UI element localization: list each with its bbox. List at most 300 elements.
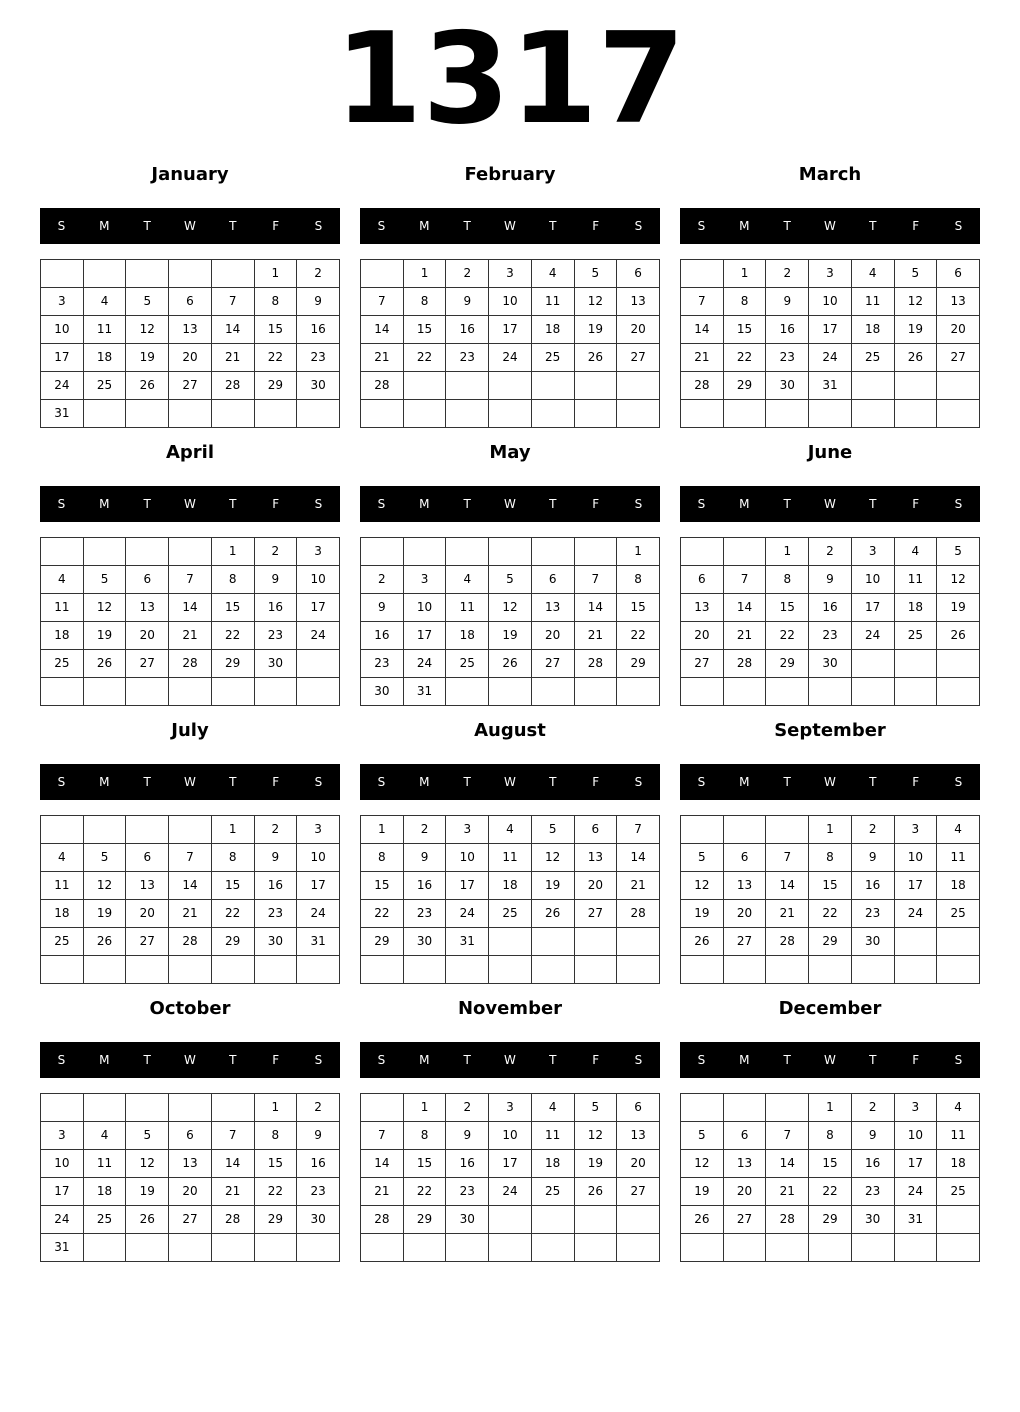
week-row: [361, 1122, 660, 1150]
day-cell: 28: [361, 1206, 404, 1234]
day-cell: 23: [851, 900, 894, 928]
day-cell: 13: [723, 1150, 766, 1178]
day-cell: 15: [723, 316, 766, 344]
day-cell: 19: [489, 622, 532, 650]
day-cell: 21: [617, 872, 660, 900]
day-cell: 28: [169, 650, 212, 678]
empty-cell: [851, 1234, 894, 1262]
weekday-label: T: [463, 775, 471, 789]
day-cell: 10: [894, 1122, 937, 1150]
day-cell: 22: [809, 900, 852, 928]
day-cell: 4: [83, 1122, 126, 1150]
empty-cell: [723, 538, 766, 566]
day-cell: 19: [681, 1178, 724, 1206]
day-cell: 12: [126, 316, 169, 344]
weekday-header: [40, 1042, 340, 1078]
empty-cell: [211, 1234, 254, 1262]
week-row: [361, 816, 660, 844]
day-cell: 20: [617, 1150, 660, 1178]
day-cell: 24: [41, 372, 84, 400]
day-grid: [360, 815, 660, 984]
day-cell: 2: [446, 1094, 489, 1122]
empty-cell: [574, 956, 617, 984]
day-cell: 23: [254, 622, 297, 650]
week-row: [361, 344, 660, 372]
day-cell: 8: [403, 1122, 446, 1150]
empty-cell: [681, 538, 724, 566]
empty-cell: [169, 260, 212, 288]
weekday-label: M: [739, 775, 750, 789]
day-cell: 24: [809, 344, 852, 372]
weekday-label: T: [463, 219, 471, 233]
day-cell: 29: [809, 1206, 852, 1234]
day-cell: 20: [681, 622, 724, 650]
day-cell: 12: [681, 872, 724, 900]
day-cell: 20: [169, 344, 212, 372]
day-cell: 4: [531, 260, 574, 288]
day-cell: 18: [531, 1150, 574, 1178]
day-cell: 20: [126, 900, 169, 928]
empty-cell: [41, 538, 84, 566]
weekday-label: W: [824, 497, 836, 511]
day-cell: 5: [574, 260, 617, 288]
day-cell: 24: [489, 1178, 532, 1206]
day-cell: 19: [937, 594, 980, 622]
empty-cell: [489, 956, 532, 984]
day-cell: 30: [446, 1206, 489, 1234]
week-row: [681, 956, 980, 984]
day-cell: 4: [937, 1094, 980, 1122]
day-cell: 8: [723, 288, 766, 316]
weekday-header: [360, 486, 660, 522]
week-row: [41, 956, 340, 984]
week-row: [361, 260, 660, 288]
day-cell: 5: [894, 260, 937, 288]
day-cell: 26: [681, 928, 724, 956]
empty-cell: [766, 400, 809, 428]
day-cell: 31: [894, 1206, 937, 1234]
day-cell: 21: [361, 1178, 404, 1206]
day-cell: 25: [531, 344, 574, 372]
day-grid: [360, 537, 660, 706]
day-cell: 25: [894, 622, 937, 650]
weekday-label: F: [912, 219, 920, 233]
weekday-label: T: [143, 1053, 151, 1067]
week-row: [41, 1206, 340, 1234]
empty-cell: [254, 1234, 297, 1262]
day-cell: 23: [254, 900, 297, 928]
day-cell: 13: [531, 594, 574, 622]
day-cell: 22: [361, 900, 404, 928]
day-cell: 11: [531, 1122, 574, 1150]
day-cell: 22: [403, 1178, 446, 1206]
day-cell: 21: [766, 1178, 809, 1206]
week-row: [681, 900, 980, 928]
day-cell: 6: [574, 816, 617, 844]
week-row: [681, 1150, 980, 1178]
day-cell: 2: [766, 260, 809, 288]
weekday-label: T: [869, 1053, 877, 1067]
week-row: [361, 288, 660, 316]
weekday-label: F: [912, 775, 920, 789]
day-cell: 14: [361, 316, 404, 344]
day-cell: 28: [169, 928, 212, 956]
day-cell: 21: [361, 344, 404, 372]
empty-cell: [403, 1234, 446, 1262]
weekday-label: T: [549, 497, 557, 511]
empty-cell: [894, 928, 937, 956]
weekday-label: W: [184, 219, 196, 233]
weekday-label: S: [57, 1053, 66, 1067]
weekday-label: W: [504, 1053, 516, 1067]
empty-cell: [574, 928, 617, 956]
empty-cell: [809, 678, 852, 706]
week-row: [681, 316, 980, 344]
weekday-label: M: [99, 497, 110, 511]
weekday-header: [360, 764, 660, 800]
day-cell: 15: [809, 872, 852, 900]
empty-cell: [211, 400, 254, 428]
day-cell: 16: [851, 872, 894, 900]
empty-cell: [254, 956, 297, 984]
month-name: February: [464, 164, 556, 185]
day-cell: 13: [937, 288, 980, 316]
week-row: [681, 344, 980, 372]
day-cell: 20: [723, 900, 766, 928]
week-row: [361, 622, 660, 650]
empty-cell: [126, 678, 169, 706]
day-grid: [40, 259, 340, 428]
day-cell: 19: [531, 872, 574, 900]
day-cell: 10: [851, 566, 894, 594]
empty-cell: [489, 538, 532, 566]
weekday-label: M: [419, 497, 430, 511]
day-cell: 24: [851, 622, 894, 650]
day-cell: 3: [489, 260, 532, 288]
day-cell: 21: [723, 622, 766, 650]
day-cell: 9: [297, 1122, 340, 1150]
day-cell: 26: [83, 650, 126, 678]
day-cell: 14: [169, 594, 212, 622]
empty-cell: [126, 1094, 169, 1122]
day-cell: 18: [851, 316, 894, 344]
week-row: [681, 288, 980, 316]
weekday-label: T: [869, 775, 877, 789]
day-cell: 22: [617, 622, 660, 650]
day-cell: 15: [809, 1150, 852, 1178]
day-cell: 19: [574, 316, 617, 344]
day-grid: [40, 815, 340, 984]
day-cell: 23: [403, 900, 446, 928]
day-cell: 16: [809, 594, 852, 622]
day-cell: 11: [489, 844, 532, 872]
day-cell: 8: [766, 566, 809, 594]
week-row: [41, 872, 340, 900]
weekday-label: S: [954, 775, 963, 789]
empty-cell: [83, 538, 126, 566]
week-row: [681, 1122, 980, 1150]
empty-cell: [574, 538, 617, 566]
day-cell: 16: [254, 872, 297, 900]
weekday-label: F: [272, 775, 280, 789]
day-cell: 14: [361, 1150, 404, 1178]
empty-cell: [297, 678, 340, 706]
empty-cell: [681, 956, 724, 984]
month-name: May: [489, 442, 531, 463]
day-cell: 11: [894, 566, 937, 594]
empty-cell: [531, 372, 574, 400]
day-cell: 29: [254, 1206, 297, 1234]
empty-cell: [83, 816, 126, 844]
day-cell: 7: [211, 288, 254, 316]
empty-cell: [169, 1094, 212, 1122]
month-name: September: [774, 720, 886, 741]
week-row: [361, 1094, 660, 1122]
day-cell: 16: [297, 316, 340, 344]
day-cell: 5: [531, 816, 574, 844]
week-row: [361, 1178, 660, 1206]
day-cell: 29: [809, 928, 852, 956]
day-cell: 7: [617, 816, 660, 844]
day-cell: 21: [574, 622, 617, 650]
day-cell: 30: [851, 928, 894, 956]
weekday-label: S: [634, 775, 643, 789]
day-cell: 18: [937, 872, 980, 900]
empty-cell: [41, 1094, 84, 1122]
day-cell: 24: [297, 622, 340, 650]
day-cell: 9: [851, 1122, 894, 1150]
day-cell: 6: [126, 844, 169, 872]
empty-cell: [489, 400, 532, 428]
empty-cell: [361, 400, 404, 428]
week-row: [41, 316, 340, 344]
day-cell: 18: [489, 872, 532, 900]
day-cell: 6: [681, 566, 724, 594]
day-cell: 9: [403, 844, 446, 872]
week-row: [681, 816, 980, 844]
day-cell: 13: [723, 872, 766, 900]
week-row: [681, 1206, 980, 1234]
empty-cell: [937, 678, 980, 706]
day-cell: 21: [766, 900, 809, 928]
empty-cell: [574, 1234, 617, 1262]
day-cell: 13: [617, 1122, 660, 1150]
day-cell: 25: [41, 650, 84, 678]
day-cell: 21: [211, 1178, 254, 1206]
day-cell: 8: [254, 1122, 297, 1150]
week-row: [681, 928, 980, 956]
day-cell: 4: [531, 1094, 574, 1122]
weekday-label: W: [504, 775, 516, 789]
day-cell: 16: [297, 1150, 340, 1178]
day-cell: 10: [41, 316, 84, 344]
day-cell: 19: [83, 900, 126, 928]
empty-cell: [83, 400, 126, 428]
weekday-label: S: [697, 1053, 706, 1067]
empty-cell: [169, 400, 212, 428]
day-grid: [40, 537, 340, 706]
weekday-label: S: [634, 1053, 643, 1067]
day-cell: 16: [446, 316, 489, 344]
day-cell: 25: [937, 1178, 980, 1206]
week-row: [681, 678, 980, 706]
day-cell: 24: [446, 900, 489, 928]
day-cell: 27: [723, 928, 766, 956]
day-cell: 12: [937, 566, 980, 594]
week-row: [361, 372, 660, 400]
weekday-label: S: [314, 497, 323, 511]
day-cell: 15: [254, 1150, 297, 1178]
day-cell: 5: [681, 1122, 724, 1150]
week-row: [361, 900, 660, 928]
month-name: August: [474, 720, 546, 741]
day-cell: 1: [809, 1094, 852, 1122]
day-cell: 26: [489, 650, 532, 678]
day-cell: 21: [169, 622, 212, 650]
day-cell: 6: [723, 1122, 766, 1150]
day-cell: 1: [766, 538, 809, 566]
day-cell: 12: [489, 594, 532, 622]
day-cell: 3: [41, 288, 84, 316]
day-cell: 15: [403, 1150, 446, 1178]
weekday-label: F: [272, 1053, 280, 1067]
weekday-label: M: [419, 1053, 430, 1067]
weekday-label: S: [634, 219, 643, 233]
weekday-label: T: [783, 219, 791, 233]
week-row: [361, 928, 660, 956]
empty-cell: [41, 956, 84, 984]
day-cell: 9: [297, 288, 340, 316]
empty-cell: [446, 956, 489, 984]
empty-cell: [41, 816, 84, 844]
day-cell: 11: [41, 872, 84, 900]
day-cell: 4: [489, 816, 532, 844]
day-cell: 29: [403, 1206, 446, 1234]
month-name: April: [165, 442, 215, 463]
day-cell: 20: [169, 1178, 212, 1206]
empty-cell: [126, 1234, 169, 1262]
weekday-label: F: [592, 497, 600, 511]
day-cell: 2: [297, 1094, 340, 1122]
empty-cell: [617, 956, 660, 984]
empty-cell: [126, 538, 169, 566]
day-cell: 17: [489, 316, 532, 344]
weekday-label: T: [869, 219, 877, 233]
empty-cell: [83, 956, 126, 984]
day-cell: 25: [83, 1206, 126, 1234]
day-cell: 8: [809, 1122, 852, 1150]
week-row: [41, 344, 340, 372]
day-cell: 17: [297, 594, 340, 622]
day-cell: 3: [403, 566, 446, 594]
empty-cell: [809, 400, 852, 428]
weekday-label: S: [954, 1053, 963, 1067]
empty-cell: [126, 400, 169, 428]
day-cell: 23: [851, 1178, 894, 1206]
empty-cell: [211, 1094, 254, 1122]
day-cell: 1: [403, 1094, 446, 1122]
empty-cell: [446, 400, 489, 428]
day-cell: 28: [211, 372, 254, 400]
day-cell: 22: [809, 1178, 852, 1206]
day-cell: 13: [126, 594, 169, 622]
empty-cell: [894, 1234, 937, 1262]
day-cell: 15: [254, 316, 297, 344]
day-cell: 20: [617, 316, 660, 344]
day-cell: 27: [126, 650, 169, 678]
empty-cell: [489, 372, 532, 400]
week-row: [41, 844, 340, 872]
month-name: January: [151, 164, 229, 185]
day-cell: 27: [617, 1178, 660, 1206]
day-cell: 26: [126, 372, 169, 400]
empty-cell: [723, 1234, 766, 1262]
day-grid: [680, 537, 980, 706]
weekday-label: W: [504, 497, 516, 511]
empty-cell: [531, 400, 574, 428]
day-cell: 6: [617, 1094, 660, 1122]
day-cell: 6: [723, 844, 766, 872]
weekday-label: T: [783, 1053, 791, 1067]
empty-cell: [169, 956, 212, 984]
day-cell: 21: [681, 344, 724, 372]
empty-cell: [361, 1234, 404, 1262]
weekday-label: T: [229, 1053, 237, 1067]
day-cell: 26: [894, 344, 937, 372]
day-cell: 27: [723, 1206, 766, 1234]
weekday-label: T: [143, 219, 151, 233]
day-cell: 22: [211, 900, 254, 928]
day-cell: 26: [681, 1206, 724, 1234]
weekday-label: T: [143, 497, 151, 511]
day-cell: 9: [446, 1122, 489, 1150]
day-grid: [680, 259, 980, 428]
weekday-label: S: [314, 775, 323, 789]
empty-cell: [254, 400, 297, 428]
day-cell: 14: [211, 316, 254, 344]
day-cell: 3: [41, 1122, 84, 1150]
day-cell: 27: [169, 1206, 212, 1234]
empty-cell: [361, 538, 404, 566]
day-cell: 8: [403, 288, 446, 316]
day-cell: 1: [723, 260, 766, 288]
day-cell: 9: [851, 844, 894, 872]
day-cell: 1: [254, 260, 297, 288]
empty-cell: [446, 1234, 489, 1262]
empty-cell: [41, 260, 84, 288]
day-cell: 5: [126, 288, 169, 316]
week-row: [361, 650, 660, 678]
empty-cell: [403, 372, 446, 400]
day-cell: 8: [254, 288, 297, 316]
day-cell: 8: [617, 566, 660, 594]
day-cell: 4: [41, 566, 84, 594]
empty-cell: [531, 538, 574, 566]
weekday-label: S: [954, 219, 963, 233]
day-cell: 4: [41, 844, 84, 872]
empty-cell: [41, 678, 84, 706]
week-row: [41, 1178, 340, 1206]
empty-cell: [766, 1094, 809, 1122]
weekday-label: S: [697, 497, 706, 511]
day-cell: 28: [681, 372, 724, 400]
week-row: [41, 566, 340, 594]
day-cell: 14: [169, 872, 212, 900]
day-grid: [360, 259, 660, 428]
day-cell: 15: [617, 594, 660, 622]
day-cell: 3: [297, 538, 340, 566]
empty-cell: [617, 1206, 660, 1234]
